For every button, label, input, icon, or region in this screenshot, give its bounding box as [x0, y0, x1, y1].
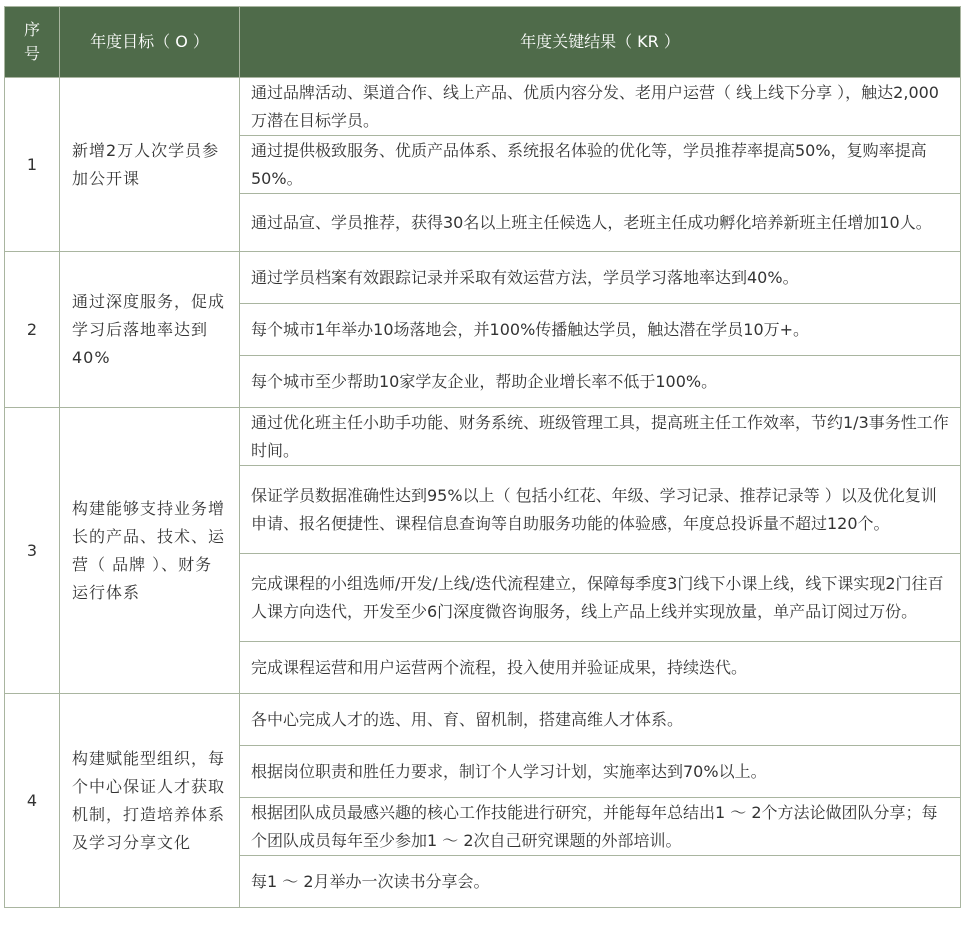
objective-cell: 通过深度服务，促成学习后落地率达到40% — [60, 252, 240, 408]
header-index-line1: 序 — [23, 20, 40, 39]
key-result-cell: 完成课程运营和用户运营两个流程，投入使用并验证成果，持续迭代。 — [240, 642, 961, 694]
header-objective: 年度目标（ O ） — [60, 7, 240, 78]
table-row — [5, 408, 961, 466]
key-result-cell: 完成课程的小组选师/开发/上线/迭代流程建立，保障每季度3门线下小课上线，线下课实现2门往百人课方向迭代，开发至少6门深度微咨询服务，线上产品上线并实现放量，单产品订阅过万份。 — [240, 554, 961, 642]
key-result-cell: 各中心完成人才的选、用、育、留机制，搭建高维人才体系。 — [240, 694, 961, 746]
row-index: 1 — [5, 78, 60, 252]
objective-cell: 构建赋能型组织，每个中心保证人才获取机制，打造培养体系及学习分享文化 — [60, 694, 240, 908]
key-result-cell: 通过品宣、学员推荐，获得30名以上班主任候选人，老班主任成功孵化培养新班主任增加10人。 — [240, 194, 961, 252]
key-result-cell: 通过学员档案有效跟踪记录并采取有效运营方法，学员学习落地率达到40%。 — [240, 252, 961, 304]
table-row — [5, 694, 961, 746]
table-row — [5, 252, 961, 304]
key-result-cell: 根据团队成员最感兴趣的核心工作技能进行研究，并能每年总结出1 ～ 2个方法论做团队分享；每个团队成员每年至少参加1 ～ 2次自己研究课题的外部培训。 — [240, 798, 961, 856]
objective-cell: 构建能够支持业务增长的产品、技术、运营（ 品牌 ）、财务运行体系 — [60, 408, 240, 694]
key-result-cell: 保证学员数据准确性达到95%以上（ 包括小红花、年级、学习记录、推荐记录等 ）以及优化复训申请、报名便捷性、课程信息查询等自助服务功能的体验感，年度总投诉量不超过120个。 — [240, 466, 961, 554]
row-index: 4 — [5, 694, 60, 908]
table-row — [5, 78, 961, 136]
key-result-cell: 每1 ～ 2月举办一次读书分享会。 — [240, 856, 961, 908]
header-key-results: 年度关键结果（ KR ） — [240, 7, 961, 78]
key-result-cell: 每个城市1年举办10场落地会，并100%传播触达学员，触达潜在学员10万+。 — [240, 304, 961, 356]
key-result-cell: 通过提供极致服务、优质产品体系、系统报名体验的优化等，学员推荐率提高50%，复购率提高50%。 — [240, 136, 961, 194]
okr-table — [4, 6, 961, 908]
key-result-cell: 通过品牌活动、渠道合作、线上产品、优质内容分发、老用户运营（ 线上线下分享 ），触达2,000万潜在目标学员。 — [240, 78, 961, 136]
header-index-line2: 号 — [23, 44, 40, 63]
objective-cell: 新增2万人次学员参加公开课 — [60, 78, 240, 252]
key-result-cell: 通过优化班主任小助手功能、财务系统、班级管理工具，提高班主任工作效率，节约1/3事务性工作时间。 — [240, 408, 961, 466]
key-result-cell: 根据岗位职责和胜任力要求，制订个人学习计划，实施率达到70%以上。 — [240, 746, 961, 798]
header-row — [5, 7, 961, 78]
header-index — [5, 7, 60, 78]
key-result-cell: 每个城市至少帮助10家学友企业，帮助企业增长率不低于100%。 — [240, 356, 961, 408]
row-index: 3 — [5, 408, 60, 694]
row-index: 2 — [5, 252, 60, 408]
